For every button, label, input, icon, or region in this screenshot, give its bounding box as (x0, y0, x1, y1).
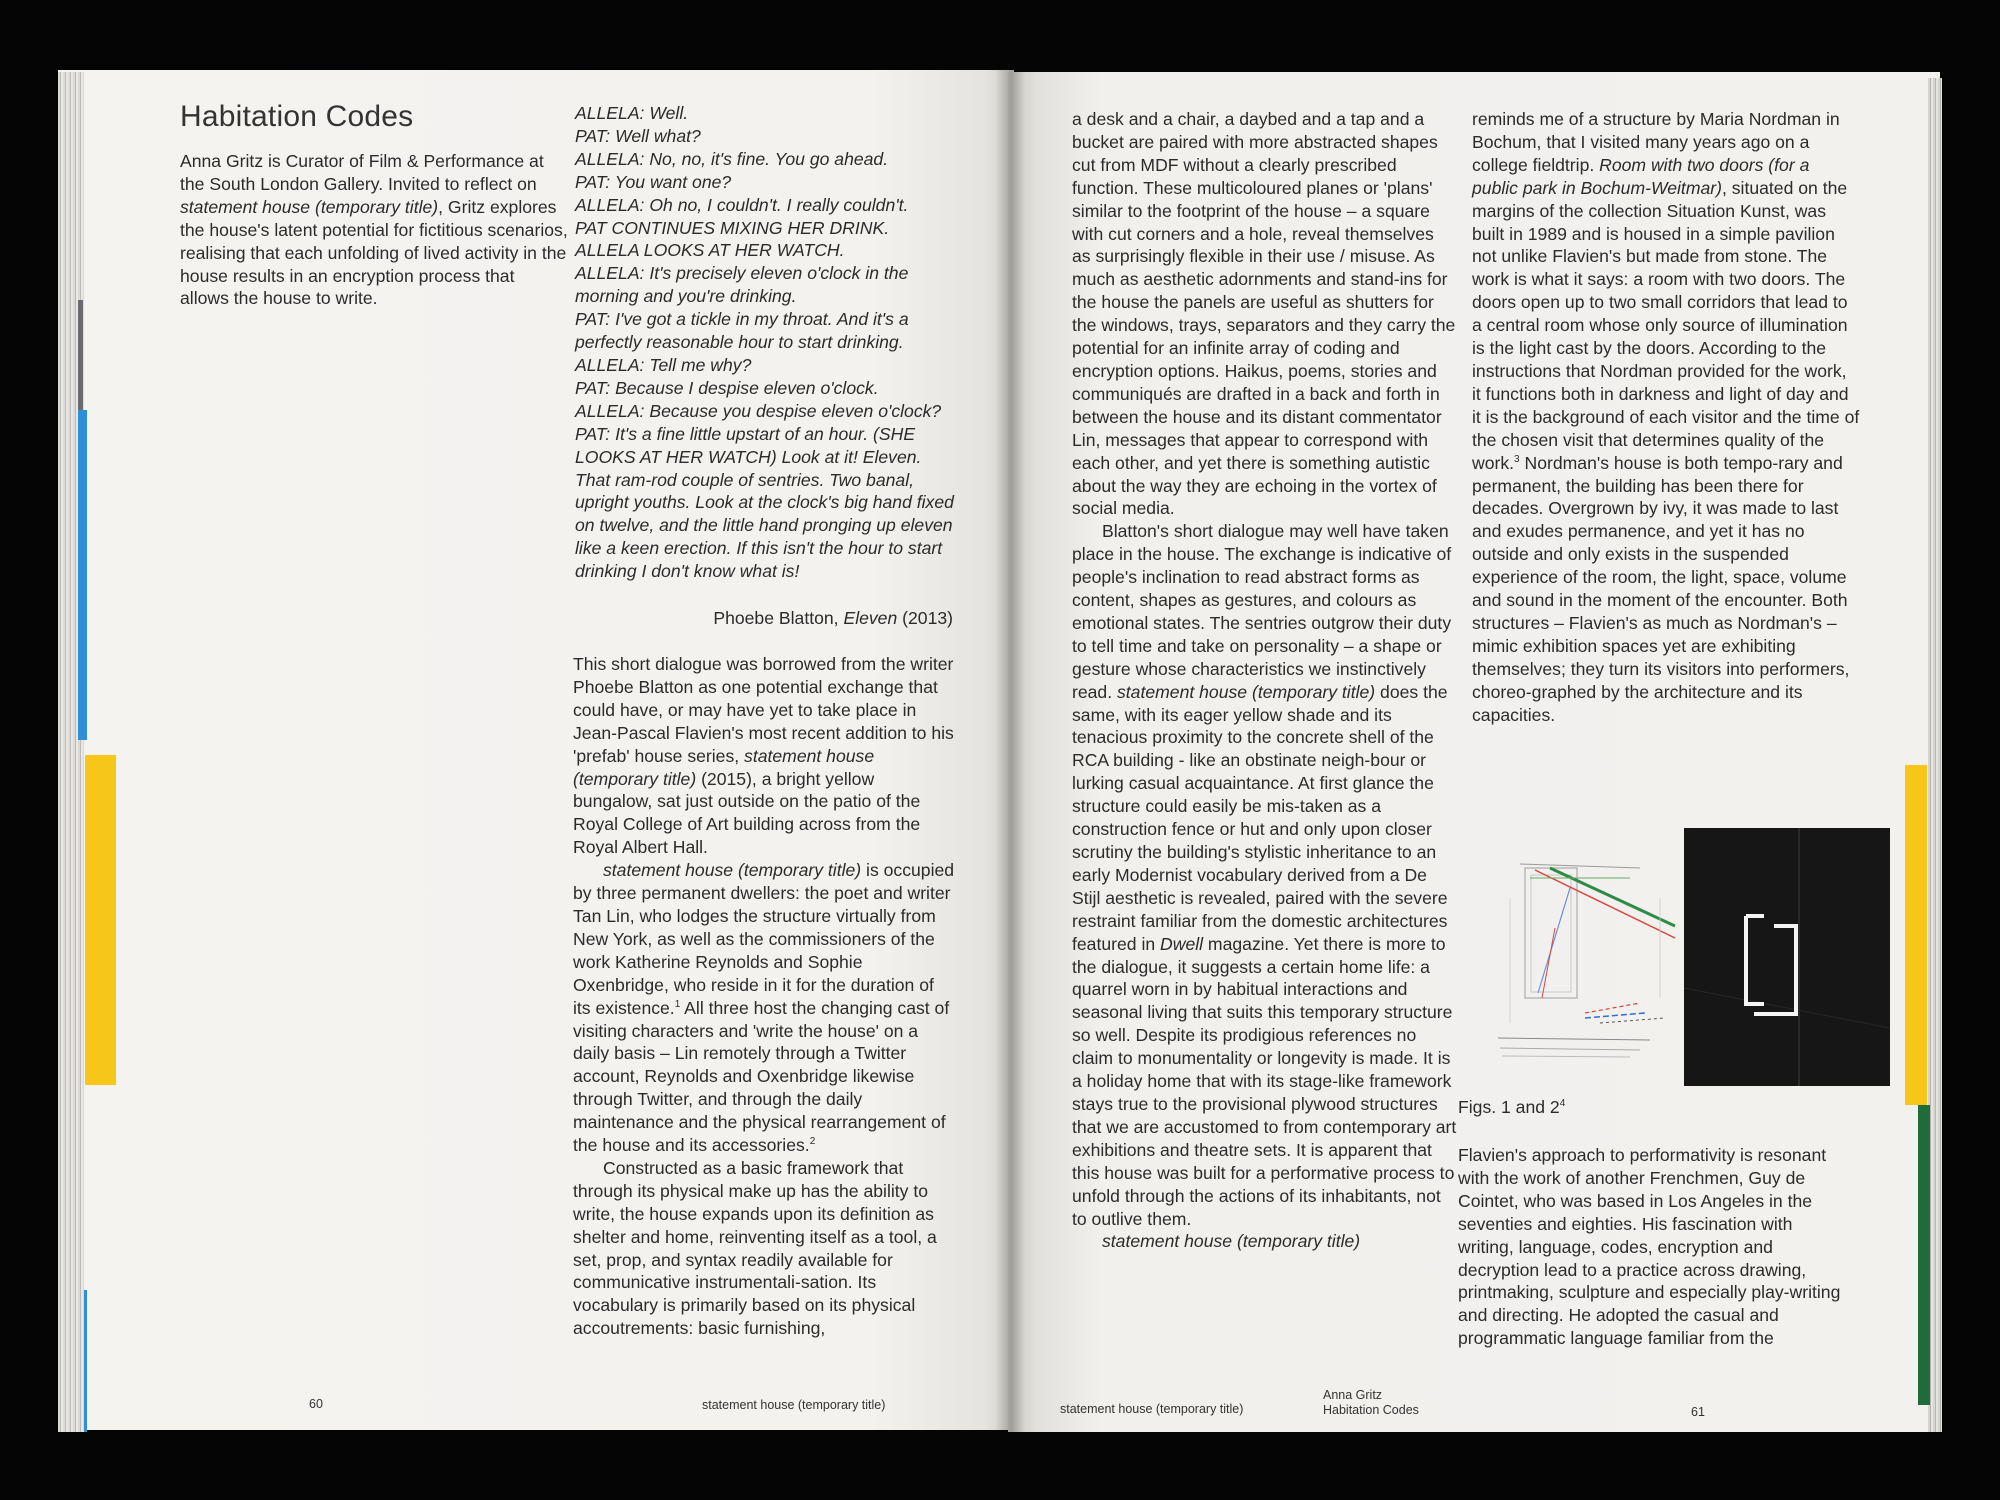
running-author: Anna Gritz (1323, 1388, 1383, 1402)
page-number-right: 61 (1691, 1405, 1705, 1419)
running-essay-title: Habitation Codes (1323, 1403, 1419, 1417)
body-paragraph: Flavien's approach to performativity is resonant with the work of another Frenchmen, Guy de Cointet, who was based in Los Angeles in the seventies and eighties. His fascination with writing, language, codes, encryption and decryption lead to a practice across drawing, printmaking, sculpture and especially play-writing and directing. He adopted the casual and programmatic language familiar from the (1458, 1145, 1841, 1349)
intro-paragraph: Anna Gritz is Curator of Film & Performance at the South London Gallery. Invited to reflect on statement house (temporary title), Gritz explores the house's latent potential for fictitious scenarios, realising that each unfolding of lived activity in the house results in an encryption process that allows the house to write. (180, 151, 568, 309)
dialogue-excerpt (575, 102, 955, 583)
dialogue-line: ALLELA: Because you despise eleven o'clock? (575, 400, 942, 421)
dialogue-attribution: Phoebe Blatton, Eleven (2013) (713, 608, 953, 628)
page-number-left: 60 (309, 1397, 323, 1411)
body-text-right-col1 (1072, 108, 1457, 1253)
dialogue-line: PAT: It's a fine little upstart of an hour. (SHE LOOKS AT HER WATCH) Look at it! Eleven. That ram-rod couple of sentries. Two banal, upright youths. Look at the clock's big hand fixed on twelve, and the little hand pronging up eleven like a keen erection. If this isn't the hour to start drinking I don't know what is! (575, 423, 954, 582)
left-edge-dark-band (78, 300, 83, 410)
dialogue-line: ALLELA: It's precisely eleven o'clock in the morning and you're drinking. (575, 263, 909, 307)
right-edge-stack (1928, 78, 1942, 1432)
left-edge-blue-line (84, 1290, 87, 1432)
body-paragraph: statement house (temporary title) (1102, 1231, 1361, 1252)
running-title-left: statement house (temporary title) (702, 1398, 886, 1412)
body-text-left (573, 653, 956, 1340)
article-title: Habitation Codes (180, 100, 414, 133)
dialogue-line: ALLELA: Well. (575, 103, 689, 123)
right-edge-green-tab (1918, 1105, 1930, 1405)
footnote-ref: 4 (1559, 1098, 1566, 1110)
right-edge-yellow-tab (1905, 765, 1927, 1105)
dialogue-line: PAT CONTINUES MIXING HER DRINK. ALLELA LOOKS AT HER WATCH. (575, 217, 890, 261)
dialogue-line: ALLELA: Oh no, I couldn't. I really couldn't. (575, 194, 909, 215)
spine-shadow (995, 70, 1025, 1432)
body-paragraph: Blatton's short dialogue may well have taken place in the house. The exchange is indicative of people's inclination to read abstract forms as content, shapes as gestures, and colours as emotional states. The sentries outgrow their duty to tell time and take on personality – a shape or gesture whose characteristics we instinctively read. statement house (temporary title) does the same, with its eager yellow shade and its tenacious proximity to the concrete shell of the RCA building - like an obstinate neigh-bour or lurking casual acquaintance. At first glance the structure could easily be mis-taken as a construction fence or hut and only upon closer scrutiny the building's stylistic inheritance to an early Modernist vocabulary derived from a De Stijl aesthetic is revealed, paired with the severe restraint familiar from the domestic architectures featured in Dwell magazine. Yet there is more to the dialogue, it suggests a certain home life: a quarrel worn in by habitual interactions and seasonal living that suits this temporary structure so well. Despite its prodigious references no claim to monumentality or longevity is made. It is a holiday home that with its stage-like framework stays true to the provisional plywood structures that we are accustomed to from contemporary art exhibitions and theatre sets. It is apparent that this house was built for a performative process to unfold through the actions of its inhabitants, not to outlive them. (1072, 521, 1457, 1229)
body-paragraph: statement house (temporary title) is occupied by three permanent dwellers: the poet and writer Tan Lin, who lodges the structure virtually from New York, as well as the commissioners of the work Katherine Reynolds and Sophie Oxenbridge, who reside in it for the duration of its existence.$^1$ All three host the changing cast of visiting characters and 'write the house' on a daily basis – Lin remotely through a Twitter account, Reynolds and Oxenbridge likewise through Twitter, and through the daily maintenance and the physical rearrangement of the house and its accessories.$^2$ (573, 860, 955, 1156)
dialogue-line: PAT: You want one? (575, 171, 732, 192)
dialogue-line: PAT: I've got a tickle in my throat. And it's a perfectly reasonable hour to start drinking. (575, 309, 909, 353)
body-paragraph: reminds me of a structure by Maria Nordman in Bochum, that I visited many years ago on a college fieldtrip. Room with two doors (for a public park in Bochum-Weitmar), situated on the margins of the collection Situation Kunst, was built in 1989 and is housed in a simple pavilion not unlike Flavien's but made from stone. The work is what it says: a room with two doors. The doors open up to two small corridors that lead to a central room whose only source of illumination is the light cast by the doors. According to the instructions that Nordman provided for the work, it functions both in darkness and light of day and it is the background of each visitor and the time of the chosen visit that determines quality of the work.$^3$ Nordman's house is both tempo-rary and permanent, the building has been there for decades. Overgrown by ivy, it was made to last and exudes permanence, and yet it has no outside and only exists in the suspended experience of the room, the light, space, volume and sound in the moment of the encounter. Both structures – Flavien's as much as Nordman's – mimic exhibition spaces yet are exhibiting themselves; they turn its visitors into performers, choreo-graphed by the architecture and its capacities. (1472, 109, 1860, 725)
left-edge-yellow-tab (85, 755, 116, 1085)
figure-2-photo (1684, 828, 1890, 1086)
figure-1-drawing (1490, 838, 1680, 1078)
dialogue-line: ALLELA: No, no, it's fine. You go ahead. (575, 148, 889, 169)
dialogue-line: ALLELA: Tell me why? (575, 354, 752, 375)
dialogue-line: PAT: Because I despise eleven o'clock. (575, 377, 879, 398)
body-paragraph: a desk and a chair, a daybed and a tap and a bucket are paired with more abstracted shapes cut from MDF without a clearly prescribed function. These multicoloured planes or 'plans' similar to the footprint of the house – a square with cut corners and a hole, reveal themselves as surprisingly flexible in their use / misuse. As much as aesthetic adornments and stand-ins for the house the panels are useful as shutters for the windows, trays, separators and they carry the potential for an infinite array of coding and encryption options. Haikus, poems, stories and communiqués are drafted in a back and forth in between the house and its distant commentator Lin, messages that appear to correspond with each other, and yet there is something autistic about the way they are echoing in the vortex of social media. (1072, 109, 1456, 519)
photo-light-doorframe (1684, 828, 1890, 1086)
body-paragraph: Constructed as a basic framework that through its physical make up has the ability to write, the house expands upon its definition as shelter and home, reinventing itself as a tool, a set, prop, and syntax readily available for communicative instrumentali-sation. Its vocabulary is primarily based on its physical accoutrements: basic furnishing, (573, 1157, 937, 1339)
footnote-ref: 2 (809, 1136, 816, 1148)
left-page-edges (58, 72, 84, 1432)
dialogue-line: PAT: Well what? (575, 125, 701, 146)
body-text-right-col2 (1472, 108, 1860, 726)
figure-caption: Figs. 1 and $2^4$ (1458, 1097, 1566, 1117)
footnote-ref: 3 (1514, 453, 1520, 465)
body-paragraph: This short dialogue was borrowed from the writer Phoebe Blatton as one potential exchange that could have, or may have yet to take place in Jean-Pascal Flavien's most recent addition to his 'prefab' house series, statement house (temporary title) (2015), a bright yellow bungalow, sat just outside on the patio of the Royal College of Art building across from the Royal Albert Hall. (573, 654, 954, 858)
left-edge-blue-tab (78, 410, 87, 740)
drawing-sketch (1490, 838, 1680, 1078)
body-text-right-col2-bottom (1458, 1144, 1853, 1350)
footnote-ref: 1 (674, 998, 681, 1010)
running-title-right: statement house (temporary title) (1060, 1402, 1244, 1416)
